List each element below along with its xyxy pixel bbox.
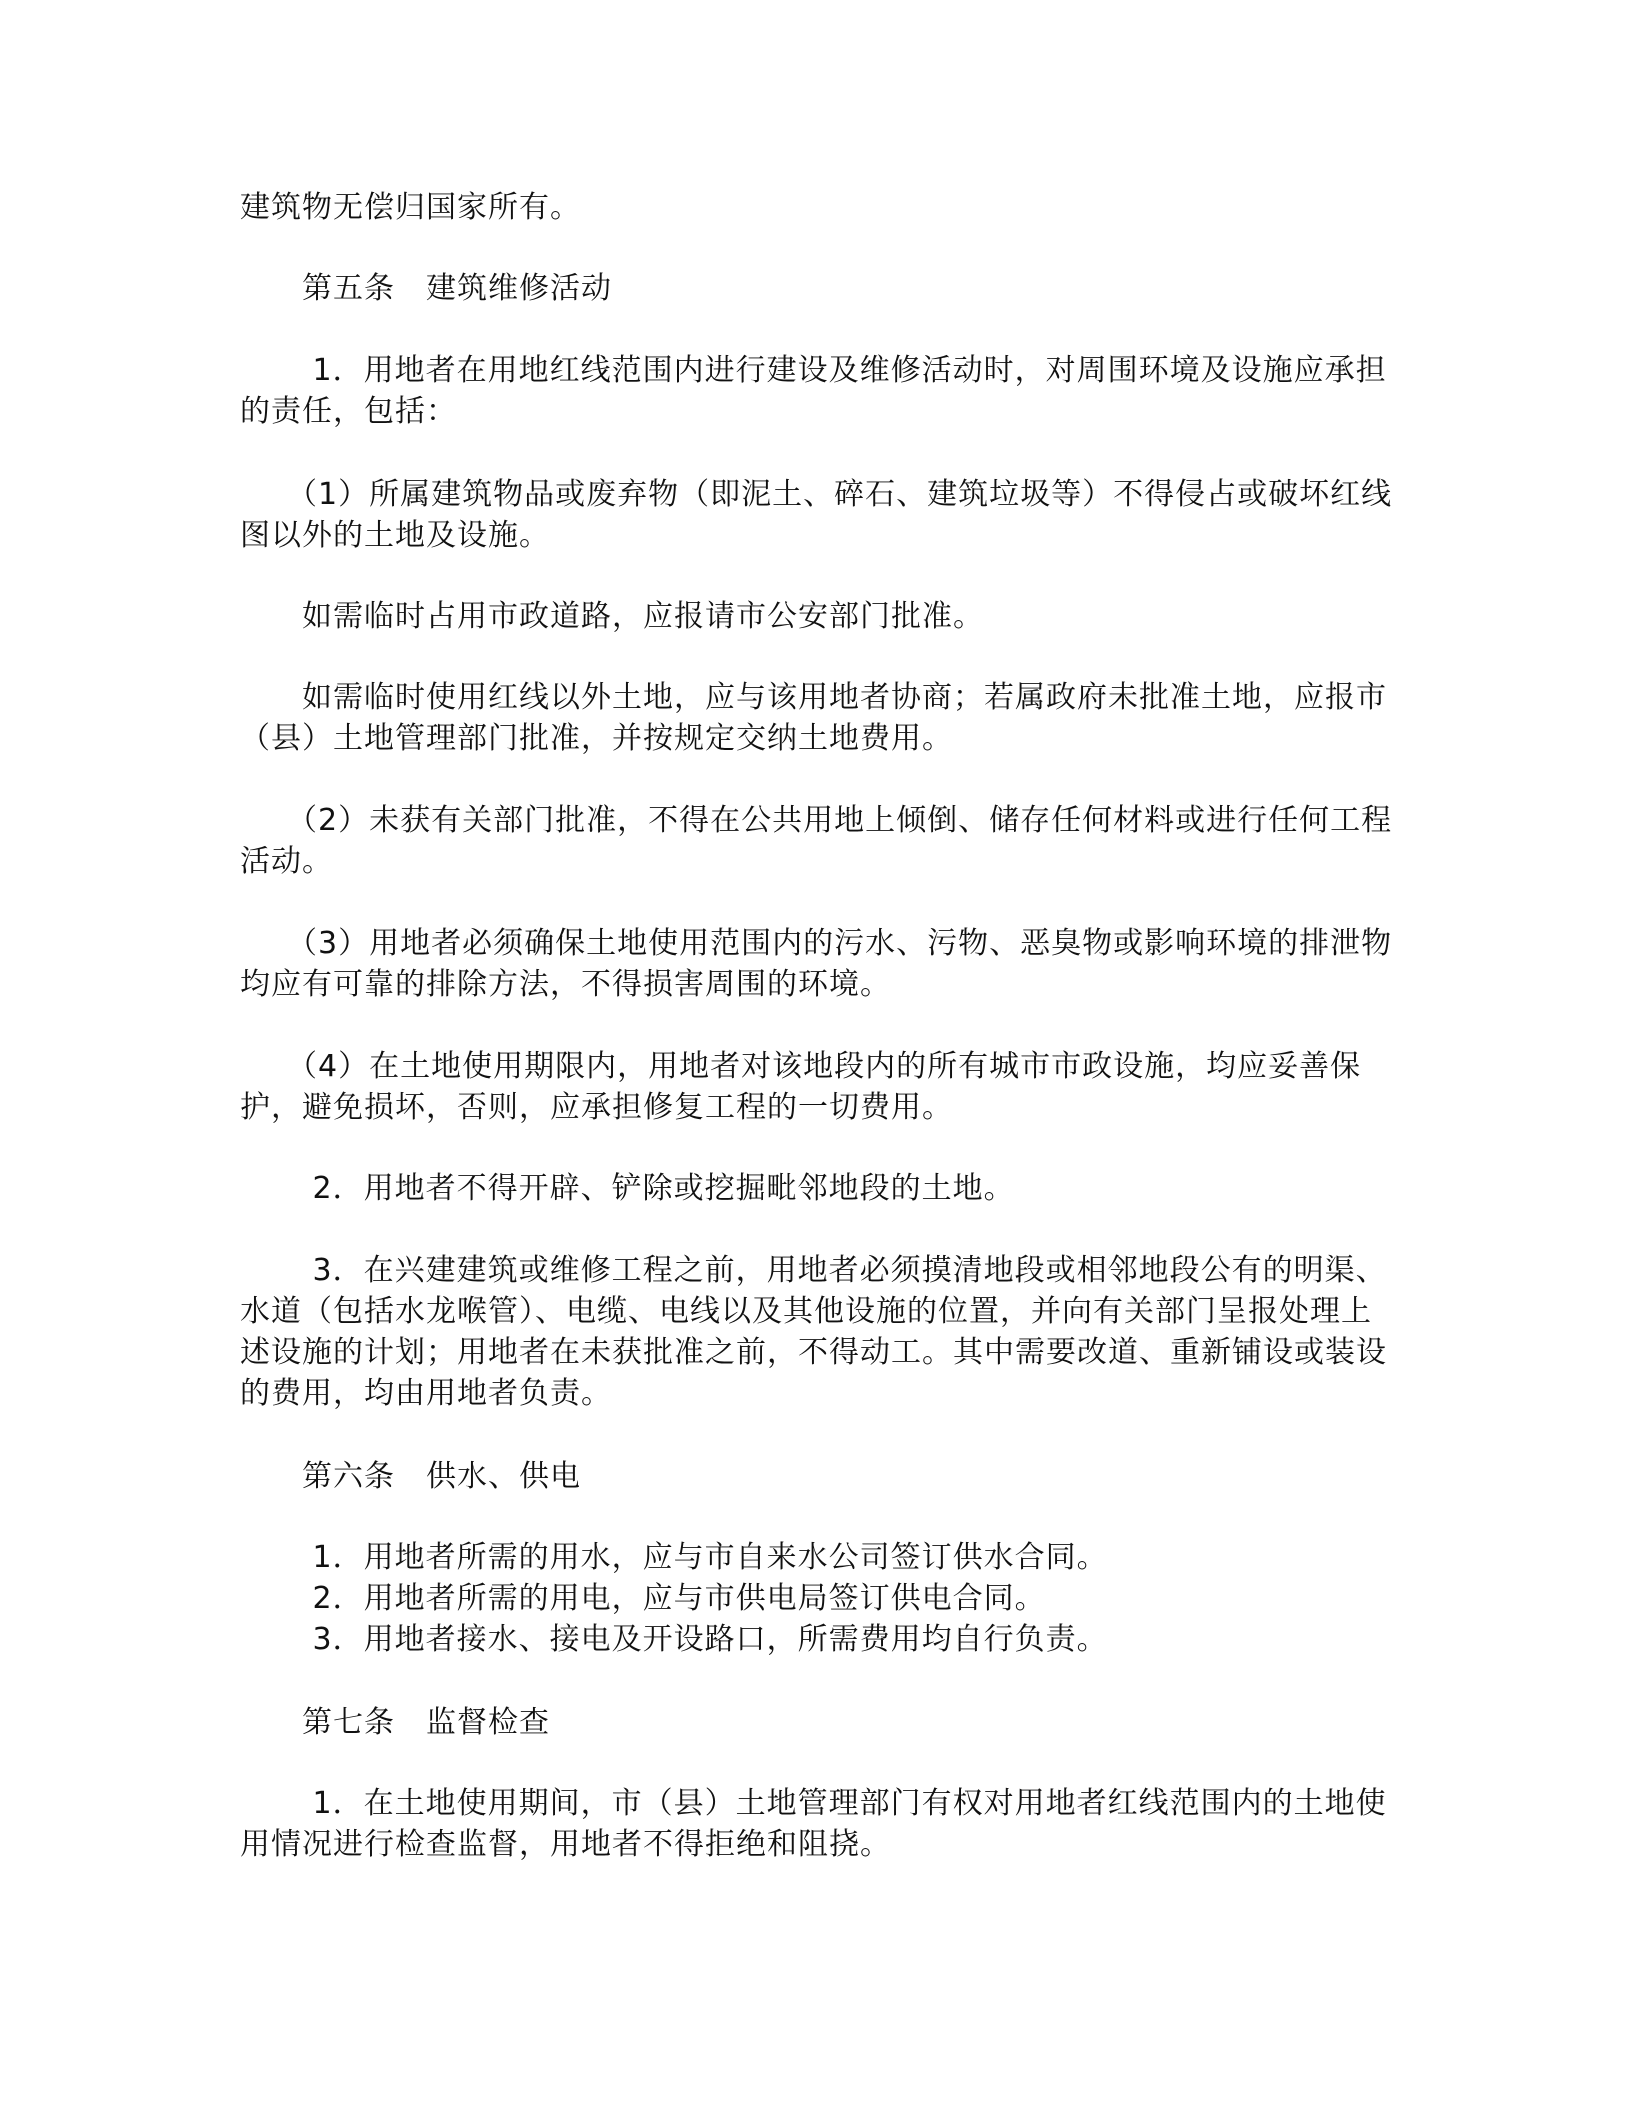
paragraph-5-2: 2．用地者不得开辟、铲除或挖掘毗邻地段的土地。 bbox=[240, 1171, 1015, 1206]
paragraph-7-1: 1．在土地使用期间，市（县）土地管理部门有权对用地者红线范围内的土地使用情况进行检查监督，用地者不得拒绝和阻挠。 bbox=[240, 1786, 1387, 1862]
paragraph-ownership: 建筑物无偿归国家所有。 bbox=[240, 190, 581, 225]
paragraph-land-outside-redline: 如需临时使用红线以外土地，应与该用地者协商；若属政府未批准土地，应报市（县）土地管理部门批准，并按规定交纳土地费用。 bbox=[240, 680, 1387, 756]
paragraph-5-1-2: （2）未获有关部门批准，不得在公共用地上倾倒、储存任何材料或进行任何工程活动。 bbox=[240, 803, 1393, 879]
paragraph-5-1-3: （3）用地者必须确保土地使用范围内的污水、污物、恶臭物或影响环境的排泄物均应有可靠的排除方法，不得损害周围的环境。 bbox=[240, 926, 1393, 1002]
heading-article-7: 第七条 监督检查 bbox=[240, 1705, 550, 1740]
paragraph-road-occupation: 如需临时占用市政道路，应报请市公安部门批准。 bbox=[240, 599, 984, 634]
paragraph-5-1-1: （1）所属建筑物品或废弃物（即泥土、碎石、建筑垃圾等）不得侵占或破坏红线图以外的土地及设施。 bbox=[240, 477, 1393, 553]
paragraph-5-1: 1．用地者在用地红线范围内进行建设及维修活动时，对周围环境及设施应承担的责任，包括： bbox=[240, 353, 1387, 429]
heading-article-6: 第六条 供水、供电 bbox=[240, 1459, 581, 1494]
paragraph-5-3: 3．在兴建建筑或维修工程之前，用地者必须摸清地段或相邻地段公有的明渠、水道（包括水龙喉管）、电缆、电线以及其他设施的位置，并向有关部门呈报处理上述设施的计划；用地者在未获批准之前，不得动工。其中需要改道、重新铺设或装设的费用，均由用地者负责。 bbox=[240, 1253, 1387, 1411]
paragraph-6-list: 1．用地者所需的用水，应与市自来水公司签订供水合同。 2．用地者所需的用电，应与市供电局签订供电合同。 3．用地者接水、接电及开设路口，所需费用均自行负责。 bbox=[312, 1540, 1108, 1657]
paragraph-5-1-4: （4）在土地使用期限内，用地者对该地段内的所有城市市政设施，均应妥善保护，避免损坏，否则，应承担修复工程的一切费用。 bbox=[240, 1049, 1362, 1125]
heading-article-5: 第五条 建筑维修活动 bbox=[240, 271, 612, 306]
